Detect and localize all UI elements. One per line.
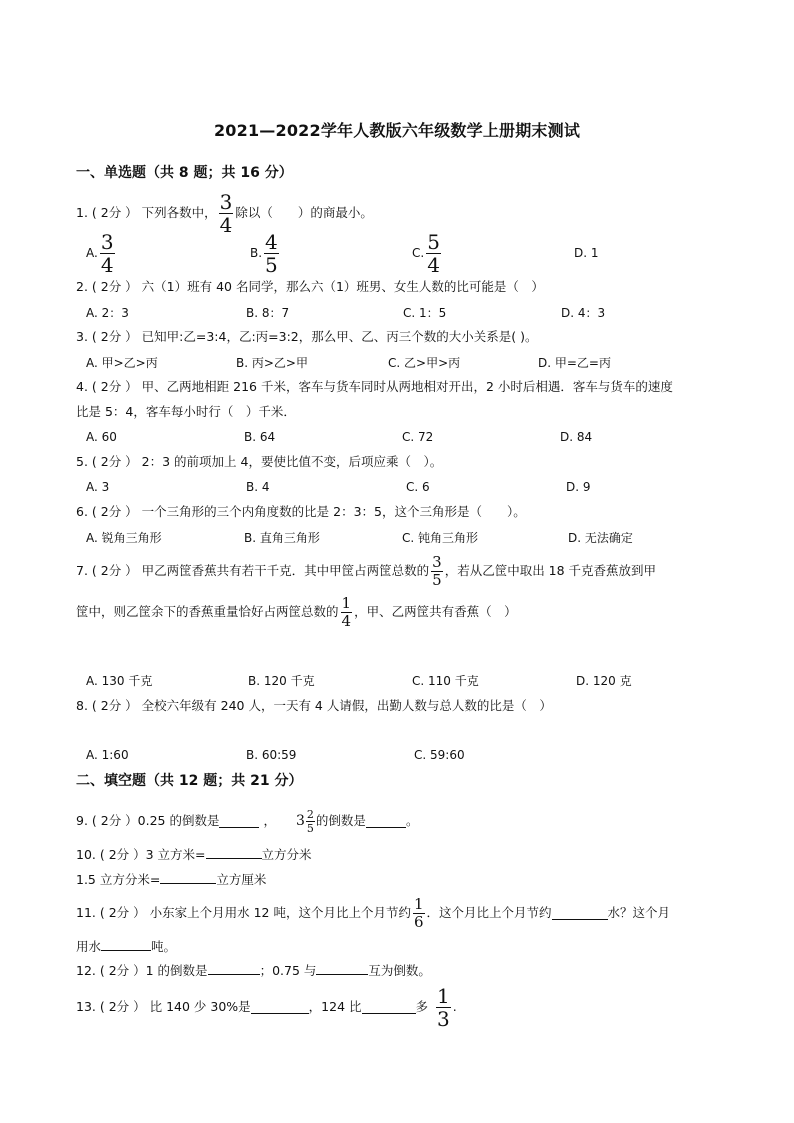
option-c[interactable]: C. 72 <box>402 430 434 444</box>
answer-blank[interactable] <box>101 938 151 951</box>
option-d[interactable]: D. 84 <box>560 430 593 444</box>
option-b[interactable]: B. 64 <box>244 430 276 444</box>
option-b[interactable]: B. 120 千克 <box>248 673 315 688</box>
answer-blank[interactable] <box>552 907 608 920</box>
option-b[interactable]: B. $\frac{4}{5}$ <box>250 229 278 277</box>
option-a[interactable]: A. 60 <box>86 430 117 444</box>
option-d[interactable]: D. 4：3 <box>561 305 606 320</box>
option-d[interactable]: D. 甲=乙=丙 <box>538 355 611 370</box>
option-c[interactable]: C. $\frac{5}{4}$ <box>412 229 440 277</box>
option-d[interactable]: D. 9 <box>566 480 591 494</box>
option-a[interactable]: A. 2：3 <box>86 305 129 320</box>
question-1-prefix: 1. ( 2分 ） 下列各数中， <box>76 205 217 220</box>
question-11-line-1: 11. ( 2分 ） 小东家上个月用水 12 吨，这个月比上个月节约 $\frac{1}{6}$ ．这个月比上个月节约 水？这个月 <box>76 894 671 931</box>
option-a[interactable]: A. 锐角三角形 <box>86 530 162 545</box>
option-c[interactable]: C. 钝角三角形 <box>402 530 479 545</box>
option-a[interactable]: A. 130 千克 <box>86 673 153 688</box>
question-1-fraction: $\frac{3}{4}$ <box>219 189 233 237</box>
question-1-options <box>86 229 726 277</box>
option-b[interactable]: B. 丙>乙>甲 <box>236 355 308 370</box>
option-d[interactable]: D. 无法确定 <box>568 530 633 545</box>
answer-blank[interactable] <box>208 962 260 975</box>
option-b[interactable]: B. 4 <box>246 480 270 494</box>
question-2: 2. ( 2分 ） 六（1）班有 40 名同学，那么六（1）班男、女生人数的比可能是（ ） <box>76 279 544 294</box>
question-6-options <box>86 522 726 552</box>
option-b-fraction: $\frac{4}{5}$ <box>265 229 278 277</box>
section-heading-single-choice: 一、单选题（共 8 题；共 16 分） <box>76 165 293 181</box>
option-b[interactable]: B. 60:59 <box>246 748 297 762</box>
question-1-suffix: 除以（ ）的商最小。 <box>235 205 373 220</box>
section-heading-fill-in: 二、填空题（共 12 题；共 21 分） <box>76 773 303 789</box>
option-b[interactable]: B. 8：7 <box>246 305 290 320</box>
answer-blank[interactable] <box>160 871 216 884</box>
question-8: 8. ( 2分 ） 全校六年级有 240 人，一天有 4 人请假，出勤人数与总人数的比是（ ） <box>76 698 552 713</box>
answer-blank[interactable] <box>366 815 406 828</box>
question-11-line-2: 用水 吨。 <box>76 939 177 954</box>
question-4-options <box>86 422 726 452</box>
page-title: 2021—2022学年人教版六年级数学上册期末测试 <box>213 121 581 140</box>
question-7-fraction-1: $\frac{3}{5}$ <box>432 552 442 589</box>
question-13-fraction: $\frac{1}{3}$ <box>437 983 450 1031</box>
answer-blank[interactable] <box>206 846 262 859</box>
option-c[interactable]: C. 1：5 <box>403 305 447 320</box>
question-9-mixed-number: 3 $\frac{2}{5}$ <box>296 807 314 835</box>
answer-blank[interactable] <box>316 962 368 975</box>
question-7-line-1: 7. ( 2分 ） 甲乙两筐香蕉共有若干千克．其中甲筐占两筐总数的 $\frac{3}{5}$ ，若从乙筐中取出 18 千克香蕉放到甲 <box>76 552 657 589</box>
question-8-options <box>86 740 726 770</box>
question-3: 3. ( 2分 ） 已知甲:乙=3:4，乙:丙=3:2，那么甲、乙、丙三个数的大小关系是( )。 <box>76 329 538 344</box>
option-d[interactable]: D. 1 <box>574 246 599 260</box>
question-5: 5. ( 2分 ） 2：3 的前项加上 4，要使比值不变，后项应乘（ ）。 <box>76 454 443 469</box>
option-a[interactable]: A. 甲>乙>丙 <box>86 355 158 370</box>
answer-blank[interactable] <box>219 815 259 828</box>
question-11-fraction: $\frac{1}{6}$ <box>413 894 424 931</box>
option-a-fraction: $\frac{3}{4}$ <box>100 229 114 277</box>
option-c[interactable]: C. 110 千克 <box>412 673 479 688</box>
question-1 <box>76 189 373 237</box>
question-7-options <box>86 665 726 695</box>
question-10: 10. ( 2分 ）3 立方米= 立方分米 <box>76 847 312 862</box>
option-c-fraction: $\frac{5}{4}$ <box>427 229 440 277</box>
option-a[interactable]: A. $\frac{3}{4}$ <box>86 229 114 277</box>
option-c[interactable]: C. 59:60 <box>414 748 465 762</box>
answer-blank[interactable] <box>362 1001 416 1014</box>
question-7-line-2: 筐中，则乙筐余下的香蕉重量恰好占两筐总数的 $\frac{1}{4}$ ，甲、乙两筐共有香蕉（ ） <box>76 593 517 630</box>
option-c[interactable]: C. 6 <box>406 480 430 494</box>
question-4-line-1: 4. ( 2分 ） 甲、乙两地相距 216 千米，客车与货车同时从两地相对开出，2 小时后相遇．客车与货车的速度 <box>76 379 673 394</box>
question-2-options <box>86 297 726 327</box>
question-12: 12. ( 2分 ）1 的倒数是 ；0.75 与 互为倒数。 <box>76 963 431 978</box>
option-a[interactable]: A. 3 <box>86 480 110 494</box>
option-b[interactable]: B. 直角三角形 <box>244 530 320 545</box>
question-10-part-2: 1.5 立方分米= 立方厘米 <box>76 872 267 887</box>
option-a[interactable]: A. 1:60 <box>86 748 129 762</box>
question-6: 6. ( 2分 ） 一个三角形的三个内角度数的比是 2：3：5，这个三角形是（ ）。 <box>76 504 526 519</box>
question-13: 13. ( 2分 ） 比 140 少 30%是 ，124 比 多 $\frac{1}{3}$ . <box>76 983 457 1031</box>
question-7-fraction-2: $\frac{1}{4}$ <box>341 593 352 630</box>
question-4-line-2: 比是 5：4，客车每小时行（ ）千米． <box>76 404 296 419</box>
answer-blank[interactable] <box>251 1001 309 1014</box>
question-3-options <box>86 347 726 377</box>
option-d[interactable]: D. 120 克 <box>576 673 632 688</box>
option-c[interactable]: C. 乙>甲>丙 <box>388 355 461 370</box>
question-9: 9. ( 2分 ）0.25 的倒数是 ， 3 $\frac{2}{5}$ 的倒数是 。 <box>76 807 419 835</box>
question-5-options <box>86 472 726 502</box>
